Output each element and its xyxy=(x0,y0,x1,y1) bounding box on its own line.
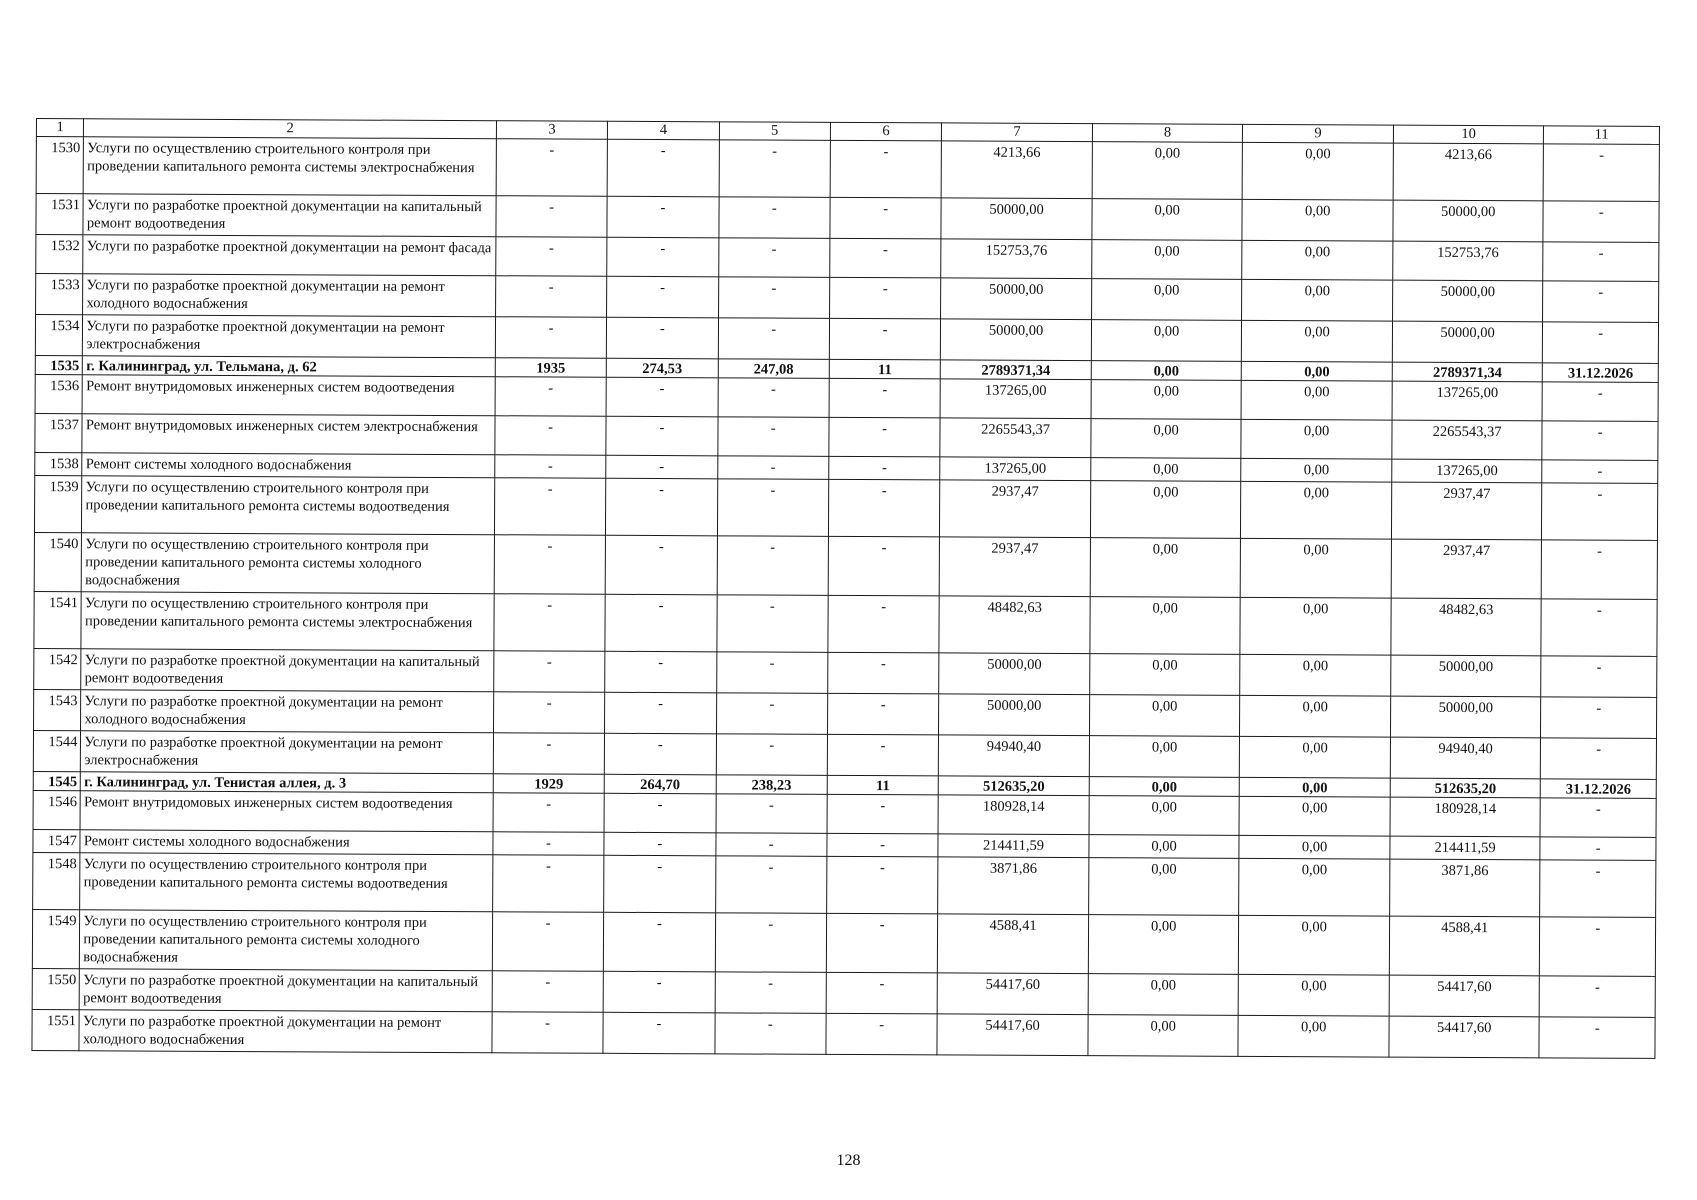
budget-cost: 0,00 xyxy=(1239,858,1390,916)
budget-cost: 0,00 xyxy=(1238,1015,1389,1057)
deadline: - xyxy=(1544,144,1660,202)
fund-cost: 0,00 xyxy=(1088,858,1239,916)
column-number: 7 xyxy=(942,123,1093,142)
residents-count: - xyxy=(830,197,942,239)
residents-count: - xyxy=(828,479,940,537)
row-number: 1546 xyxy=(33,790,81,829)
build-year: - xyxy=(495,276,607,318)
total-cost: 94940,40 xyxy=(939,735,1090,777)
row-number: 1549 xyxy=(32,909,80,968)
total-area: - xyxy=(605,692,717,734)
owners-cost: 50000,00 xyxy=(1393,200,1544,242)
total-cost: 152753,76 xyxy=(941,239,1092,279)
owners-cost: 180928,14 xyxy=(1390,797,1541,837)
work-description: Ремонт внутридомовых инженерных систем водоотведения xyxy=(80,791,493,832)
fund-cost: 0,00 xyxy=(1091,458,1242,482)
residents-count: - xyxy=(826,972,938,1014)
build-year: - xyxy=(494,535,606,595)
living-area: - xyxy=(719,140,831,198)
budget-cost: 0,00 xyxy=(1240,654,1391,696)
table-row xyxy=(34,532,1657,599)
work-description: Ремонт системы холодного водоснабжения xyxy=(82,453,495,478)
deadline: 31.12.2026 xyxy=(1543,363,1659,383)
total-area: - xyxy=(603,971,715,1013)
total-cost: 2937,47 xyxy=(940,480,1091,538)
total-cost: 4588,41 xyxy=(938,914,1089,974)
row-number: 1544 xyxy=(33,730,81,771)
living-area: - xyxy=(717,417,829,457)
build-year: - xyxy=(492,855,604,913)
total-cost: 4213,66 xyxy=(941,141,1092,199)
residents-count: - xyxy=(826,913,938,973)
budget-cost: 0,00 xyxy=(1240,777,1391,797)
fund-cost: 0,00 xyxy=(1089,835,1240,859)
owners-cost: 50000,00 xyxy=(1390,696,1541,738)
residents-count: - xyxy=(827,833,938,857)
work-description: Услуги по осуществлению строительного контроля при проведении капитального ремонта системы водоотведения xyxy=(82,476,495,535)
residents-count: - xyxy=(830,238,942,278)
table-row xyxy=(34,475,1657,540)
build-year: - xyxy=(492,971,604,1013)
total-area: - xyxy=(606,478,718,536)
work-description: Услуги по осуществлению строительного контроля при проведении капитального ремонта системы электроснабжения xyxy=(81,592,494,651)
residents-count: - xyxy=(829,456,940,480)
column-number: 11 xyxy=(1544,126,1660,145)
row-number: 1538 xyxy=(35,452,83,475)
total-area: - xyxy=(607,237,719,277)
budget-cost: 0,00 xyxy=(1240,597,1391,655)
total-area: - xyxy=(604,832,715,856)
residents-count: 11 xyxy=(827,775,938,795)
total-cost: 50000,00 xyxy=(941,319,1092,361)
total-area: - xyxy=(607,196,719,238)
build-year: - xyxy=(496,237,608,277)
living-area: - xyxy=(715,972,827,1014)
owners-cost: 512635,20 xyxy=(1390,778,1541,798)
total-cost: 2789371,34 xyxy=(941,360,1092,380)
owners-cost: 152753,76 xyxy=(1393,241,1544,281)
build-year: - xyxy=(493,793,605,833)
living-area: - xyxy=(716,734,828,776)
total-area: - xyxy=(604,855,716,913)
living-area: - xyxy=(715,913,827,973)
fund-cost: 0,00 xyxy=(1089,695,1240,737)
living-area: - xyxy=(715,833,826,857)
row-number: 1547 xyxy=(33,829,81,852)
deadline: - xyxy=(1541,656,1657,698)
living-area: - xyxy=(717,479,829,537)
row-number: 1542 xyxy=(34,648,82,689)
owners-cost: 2937,47 xyxy=(1391,539,1542,599)
budget-cost: 0,00 xyxy=(1242,361,1393,381)
column-number: 8 xyxy=(1092,124,1243,143)
build-year: - xyxy=(493,832,604,856)
work-description: Услуги по разработке проектной документации на ремонт электроснабжения xyxy=(83,315,496,358)
total-area: - xyxy=(604,793,716,833)
fund-cost: 0,00 xyxy=(1091,279,1242,321)
work-description: Услуги по осуществлению строительного контроля при проведении капитального ремонта системы водоотведения xyxy=(80,853,493,912)
living-area: 238,23 xyxy=(716,775,827,795)
fund-cost: 0,00 xyxy=(1090,481,1241,539)
total-area: - xyxy=(603,1012,715,1054)
table-sheet xyxy=(31,118,1660,1059)
build-year: - xyxy=(495,377,607,417)
row-number: 1548 xyxy=(33,852,81,909)
deadline: - xyxy=(1543,281,1659,323)
fund-cost: 0,00 xyxy=(1088,974,1239,1016)
owners-cost: 137265,00 xyxy=(1392,459,1543,483)
budget-cost: 0,00 xyxy=(1242,199,1393,241)
residents-count: 11 xyxy=(829,359,940,379)
build-year: - xyxy=(496,139,608,197)
fund-cost: 0,00 xyxy=(1090,597,1241,655)
living-area: - xyxy=(718,318,830,360)
build-year: - xyxy=(492,912,604,972)
fund-cost: 0,00 xyxy=(1091,419,1242,459)
deadline: - xyxy=(1543,322,1659,364)
table-row xyxy=(33,852,1656,917)
fund-cost: 0,00 xyxy=(1092,142,1243,200)
fund-cost: 0,00 xyxy=(1090,538,1241,598)
living-area: - xyxy=(717,536,829,596)
total-cost: 137265,00 xyxy=(940,379,1091,419)
residents-count: - xyxy=(829,417,941,457)
fund-cost: 0,00 xyxy=(1088,915,1239,975)
budget-cost: 0,00 xyxy=(1241,538,1392,598)
total-area: - xyxy=(605,733,717,775)
build-year: 1935 xyxy=(495,358,606,378)
living-area: - xyxy=(718,277,830,319)
deadline: 31.12.2026 xyxy=(1541,779,1657,799)
total-area: - xyxy=(607,139,719,197)
owners-cost: 137265,00 xyxy=(1392,381,1543,421)
column-number: 1 xyxy=(36,119,84,137)
deadline: - xyxy=(1542,421,1658,461)
fund-cost: 0,00 xyxy=(1091,320,1242,362)
living-area: - xyxy=(716,693,828,735)
fund-cost: 0,00 xyxy=(1090,654,1241,696)
work-description: Ремонт внутридомовых инженерных систем водоотведения xyxy=(82,375,495,416)
budget-cost: 0,00 xyxy=(1238,974,1389,1016)
work-description: Услуги по разработке проектной документации на ремонт холодного водоснабжения xyxy=(81,690,494,733)
column-number: 10 xyxy=(1393,125,1544,144)
total-cost: 54417,60 xyxy=(937,973,1088,1015)
owners-cost: 50000,00 xyxy=(1392,280,1543,322)
total-cost: 214411,59 xyxy=(938,834,1089,858)
build-year: - xyxy=(494,594,606,652)
table-body xyxy=(32,119,1660,1059)
residents-count: - xyxy=(827,794,939,834)
build-year: - xyxy=(495,416,607,456)
table-row xyxy=(34,591,1657,656)
owners-cost: 2937,47 xyxy=(1391,482,1542,540)
fund-cost: 0,00 xyxy=(1089,736,1240,778)
row-number: 1550 xyxy=(32,968,80,1009)
total-cost: 50000,00 xyxy=(941,198,1092,240)
budget-cost: 0,00 xyxy=(1240,736,1391,778)
work-description: Услуги по осуществлению строительного контроля при проведении капитального ремонта системы холодного водоснабжения xyxy=(80,910,493,971)
work-description: Услуги по осуществлению строительного контроля при проведении капитального ремонта системы электроснабжения xyxy=(84,137,497,196)
build-year: - xyxy=(496,196,608,238)
owners-cost: 4213,66 xyxy=(1393,143,1544,201)
column-number: 5 xyxy=(719,122,830,141)
deadline: - xyxy=(1540,798,1656,838)
build-year: - xyxy=(493,692,605,734)
budget-cost: 0,00 xyxy=(1242,279,1393,321)
residents-count: - xyxy=(827,693,939,735)
row-number: 1539 xyxy=(34,475,82,532)
budget-cost: 0,00 xyxy=(1239,915,1390,975)
deadline: - xyxy=(1540,917,1656,977)
build-year: - xyxy=(492,1012,604,1054)
work-description: Услуги по осуществлению строительного контроля при проведении капитального ремонта системы холодного водоснабжения xyxy=(82,533,495,594)
total-cost: 512635,20 xyxy=(938,776,1089,796)
row-number: 1537 xyxy=(35,413,83,452)
deadline: - xyxy=(1539,1017,1655,1059)
owners-cost: 94940,40 xyxy=(1390,737,1541,779)
row-number: 1536 xyxy=(35,374,83,413)
fund-cost: 0,00 xyxy=(1092,240,1243,280)
deadline: - xyxy=(1542,382,1658,422)
work-description: Услуги по разработке проектной документации на ремонт холодного водоснабжения xyxy=(83,274,496,317)
total-area: - xyxy=(607,317,719,359)
build-year: - xyxy=(495,317,607,359)
page-number: 128 xyxy=(836,1152,861,1169)
total-area: - xyxy=(605,594,717,652)
living-area: - xyxy=(716,652,828,694)
row-number: 1534 xyxy=(35,315,83,356)
residents-count: - xyxy=(829,277,941,319)
total-cost: 180928,14 xyxy=(938,795,1089,835)
work-description: Услуги по разработке проектной документации на капитальный ремонт водоотведения xyxy=(83,194,496,237)
deadline: - xyxy=(1542,460,1658,484)
owners-cost: 2265543,37 xyxy=(1392,420,1543,460)
build-year: - xyxy=(494,651,606,693)
total-cost: 54417,60 xyxy=(937,1014,1088,1056)
table-row xyxy=(32,1009,1655,1058)
deadline: - xyxy=(1543,242,1659,282)
living-area: - xyxy=(716,595,828,653)
owners-cost: 48482,63 xyxy=(1391,598,1542,656)
residents-count: - xyxy=(829,378,941,418)
row-number: 1531 xyxy=(36,194,84,235)
deadline: - xyxy=(1541,697,1657,739)
total-cost: 137265,00 xyxy=(940,457,1091,481)
work-description: г. Калининград, ул. Тенистая аллея, д. 3 xyxy=(81,772,494,793)
total-area: 274,53 xyxy=(606,358,717,378)
build-year: - xyxy=(493,733,605,775)
living-area: - xyxy=(715,1013,827,1055)
total-area: - xyxy=(606,455,717,479)
fund-cost: 0,00 xyxy=(1089,777,1240,797)
owners-cost: 54417,60 xyxy=(1389,975,1540,1017)
work-description: Услуги по разработке проектной документации на ремонт фасада xyxy=(83,235,496,276)
deadline: - xyxy=(1542,540,1658,600)
row-number: 1535 xyxy=(35,355,83,374)
build-year: - xyxy=(494,478,606,536)
total-area: - xyxy=(607,276,719,318)
table-row xyxy=(36,137,1659,202)
budget-cost: 0,00 xyxy=(1241,458,1392,482)
total-cost: 50000,00 xyxy=(941,278,1092,320)
work-description: Услуги по разработке проектной документации на ремонт холодного водоснабжения xyxy=(79,1010,492,1053)
row-number: 1551 xyxy=(32,1009,80,1050)
budget-cost: 0,00 xyxy=(1239,796,1390,836)
living-area: - xyxy=(716,794,828,834)
owners-cost: 214411,59 xyxy=(1390,836,1541,860)
total-cost: 48482,63 xyxy=(939,596,1090,654)
fund-cost: 0,00 xyxy=(1091,380,1242,420)
living-area: 247,08 xyxy=(718,359,829,379)
total-area: - xyxy=(605,535,717,595)
living-area: - xyxy=(717,456,828,480)
budget-cost: 0,00 xyxy=(1241,481,1392,539)
budget-cost: 0,00 xyxy=(1241,380,1392,420)
total-cost: 2265543,37 xyxy=(940,418,1091,458)
column-number: 3 xyxy=(496,121,607,140)
owners-cost: 50000,00 xyxy=(1392,321,1543,363)
budget-cost: 0,00 xyxy=(1242,142,1393,200)
residents-count: - xyxy=(830,140,942,198)
total-area: - xyxy=(604,912,716,972)
total-area: - xyxy=(606,416,718,456)
row-number: 1545 xyxy=(33,771,81,790)
living-area: - xyxy=(715,856,827,914)
deadline: - xyxy=(1543,201,1659,243)
living-area: - xyxy=(718,378,830,418)
residents-count: - xyxy=(827,734,939,776)
residents-count: - xyxy=(827,856,939,914)
column-number: 6 xyxy=(830,122,941,141)
owners-cost: 2789371,34 xyxy=(1392,362,1543,382)
row-number: 1530 xyxy=(36,137,84,194)
deadline: - xyxy=(1542,483,1658,541)
living-area: - xyxy=(718,238,830,278)
build-year: 1929 xyxy=(493,774,604,794)
residents-count: - xyxy=(828,652,940,694)
table-row xyxy=(32,909,1655,976)
column-number: 4 xyxy=(608,121,719,140)
total-area: - xyxy=(606,377,718,417)
fund-cost: 0,00 xyxy=(1088,1015,1239,1057)
row-number: 1533 xyxy=(36,274,84,315)
residents-count: - xyxy=(829,318,941,360)
deadline: - xyxy=(1541,599,1657,657)
total-cost: 2937,47 xyxy=(939,537,1090,597)
work-description: Услуги по разработке проектной документации на капитальный ремонт водоотведения xyxy=(80,969,493,1012)
deadline: - xyxy=(1540,837,1656,861)
row-number: 1540 xyxy=(34,532,82,591)
budget-cost: 0,00 xyxy=(1240,695,1391,737)
budget-cost: 0,00 xyxy=(1239,835,1390,859)
total-area: 264,70 xyxy=(604,774,715,794)
owners-cost: 4588,41 xyxy=(1389,916,1540,976)
repair-schedule-table xyxy=(31,118,1660,1059)
work-description: Ремонт системы холодного водоснабжения xyxy=(80,830,493,855)
column-number: 2 xyxy=(84,119,497,139)
deadline: - xyxy=(1540,976,1656,1018)
deadline: - xyxy=(1541,738,1657,780)
owners-cost: 3871,86 xyxy=(1390,859,1541,917)
residents-count: - xyxy=(826,1013,938,1055)
work-description: Услуги по разработке проектной документации на капитальный ремонт водоотведения xyxy=(81,649,494,692)
work-description: Услуги по разработке проектной документации на ремонт электроснабжения xyxy=(81,731,494,774)
budget-cost: 0,00 xyxy=(1241,419,1392,459)
total-cost: 3871,86 xyxy=(938,857,1089,915)
living-area: - xyxy=(719,197,831,239)
budget-cost: 0,00 xyxy=(1242,320,1393,362)
row-number: 1543 xyxy=(34,689,82,730)
row-number: 1532 xyxy=(36,235,84,274)
work-description: г. Калининград, ул. Тельмана, д. 62 xyxy=(83,356,496,377)
work-description: Ремонт внутридомовых инженерных систем электроснабжения xyxy=(82,414,495,455)
column-number: 9 xyxy=(1243,124,1394,143)
residents-count: - xyxy=(828,536,940,596)
total-area: - xyxy=(605,651,717,693)
deadline: - xyxy=(1540,860,1656,918)
fund-cost: 0,00 xyxy=(1092,199,1243,241)
owners-cost: 50000,00 xyxy=(1391,655,1542,697)
residents-count: - xyxy=(828,595,940,653)
total-cost: 50000,00 xyxy=(939,653,1090,695)
build-year: - xyxy=(495,455,606,479)
fund-cost: 0,00 xyxy=(1089,796,1240,836)
owners-cost: 54417,60 xyxy=(1389,1016,1540,1058)
row-number: 1541 xyxy=(34,591,82,648)
budget-cost: 0,00 xyxy=(1242,240,1393,280)
fund-cost: 0,00 xyxy=(1091,361,1242,381)
total-cost: 50000,00 xyxy=(939,694,1090,736)
